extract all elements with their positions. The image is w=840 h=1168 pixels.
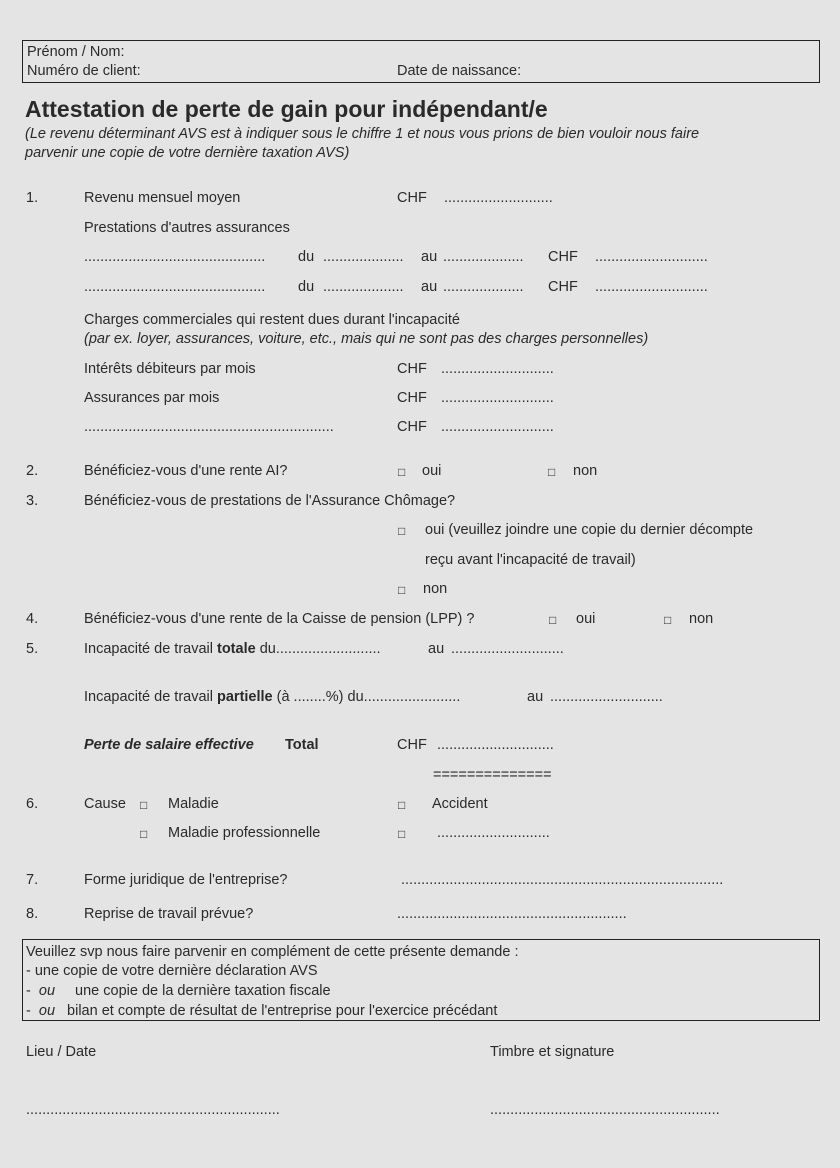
partial-incapacity-to-field[interactable]: ............................ [550,689,663,705]
stamp-signature-label: Timbre et signature [490,1044,615,1060]
section-number: 8. [26,906,39,922]
du-label: du [298,279,315,295]
notice-dash: - [26,983,31,999]
other-charge-field[interactable]: ............................ [441,419,554,435]
average-income-label: Revenu mensuel moyen [84,190,241,206]
notice-line-4-text: bilan et compte de résultat de l'entreprise pour l'exercice précédant [67,1003,498,1019]
oui-option-line-1: oui (veuillez joindre une copie du dernier décompte [425,522,754,538]
section-number: 4. [26,611,39,627]
insurance-name-field[interactable]: ............................................. [84,279,266,295]
insurance-month-field[interactable]: ............................ [441,390,554,406]
oui-option-line-2: reçu avant l'incapacité de travail) [425,552,636,568]
non-label: non [423,581,448,597]
legal-form-question: Forme juridique de l'entreprise? [84,872,288,888]
salary-loss-field[interactable]: ............................. [437,737,554,753]
work-resumption-question: Reprise de travail prévue? [84,906,254,922]
accident-label: Accident [432,796,488,812]
notice-line-2: - une copie de votre dernière déclaration AVS [26,963,318,979]
page-title: Attestation de perte de gain pour indépendant/e [25,96,548,122]
chf-label: CHF [397,390,427,406]
au-label: au [428,641,445,657]
chf-label: CHF [397,361,427,377]
total-incapacity-prefix: Incapacité de travail [84,641,217,657]
partial-incapacity-from-field[interactable]: (à ........%) du........................ [272,689,461,705]
total-incapacity-bold: totale [217,641,256,657]
au-label: au [421,249,438,265]
au-label: au [421,279,438,295]
intro-line-1: (Le revenu déterminant AVS est à indiquer sous le chiffre 1 et nous vous prions de bien vouloir nous faire [25,126,700,142]
salary-loss-total-label: Total [285,737,319,753]
notice-ou: ou [38,1003,56,1019]
oui-label: oui [576,611,596,627]
business-charges-label: Charges commerciales qui restent dues durant l'incapacité [84,312,460,328]
section-number: 5. [26,641,39,657]
notice-ou: ou [38,983,56,999]
ai-pension-question: Bénéficiez-vous d'une rente AI? [84,463,288,479]
checkbox-non[interactable]: □ [548,465,556,479]
section-number: 1. [26,190,39,206]
total-incapacity-line [84,642,381,657]
chf-label: CHF [397,190,427,206]
non-label: non [689,611,714,627]
insurance-month-label: Assurances par mois [84,390,220,406]
client-number-label: Numéro de client: [27,63,141,79]
intro-line-2: parvenir une copie de votre dernière taxation AVS) [25,145,350,161]
cause-label: Cause [84,796,126,812]
checkbox-non[interactable]: □ [664,613,672,627]
notice-line-4 [26,1004,497,1019]
amount-field[interactable]: ............................ [595,249,708,265]
amount-field[interactable]: ............................ [595,279,708,295]
name-label: Prénom / Nom: [27,44,125,60]
legal-form-field[interactable]: ................................................................................ [401,872,724,888]
au-label: au [527,689,544,705]
partial-incapacity-prefix: Incapacité de travail [84,689,217,705]
place-date-label: Lieu / Date [26,1044,97,1060]
total-incapacity-from-field[interactable]: du.......................... [255,641,381,657]
unemployment-question: Bénéficiez-vous de prestations de l'Assurance Chômage? [84,493,456,509]
maladie-professionnelle-label: Maladie professionnelle [168,825,321,841]
oui-label: oui [422,463,442,479]
checkbox-non[interactable]: □ [398,583,406,597]
section-number: 6. [26,796,39,812]
chf-label: CHF [548,279,578,295]
section-number: 2. [26,463,39,479]
interest-label: Intérêts débiteurs par mois [84,361,256,377]
other-insurances-label: Prestations d'autres assurances [84,220,290,236]
chf-label: CHF [397,419,427,435]
interest-field[interactable]: ............................ [441,361,554,377]
other-cause-field[interactable]: ............................ [437,825,550,841]
business-charges-note: (par ex. loyer, assurances, voiture, etc., mais qui ne sont pas des charges personnelles) [84,331,649,347]
checkbox-other-cause[interactable]: □ [398,827,406,841]
insurance-name-field[interactable]: ............................................. [84,249,266,265]
partial-incapacity-bold: partielle [217,689,273,705]
checkbox-oui[interactable]: □ [398,524,406,538]
place-date-field[interactable]: ............................................................... [26,1102,280,1118]
to-date-field[interactable]: .................... [443,249,524,265]
notice-line-3 [26,984,331,999]
lpp-pension-question: Bénéficiez-vous d'une rente de la Caisse de pension (LPP) ? [84,611,475,627]
chf-label: CHF [548,249,578,265]
birth-date-label: Date de naissance: [397,63,522,79]
to-date-field[interactable]: .................... [443,279,524,295]
from-date-field[interactable]: .................... [323,249,404,265]
checkbox-oui[interactable]: □ [398,465,406,479]
checkbox-accident[interactable]: □ [398,798,406,812]
checkbox-oui[interactable]: □ [549,613,557,627]
section-number: 3. [26,493,39,509]
signature-field[interactable]: ......................................................... [490,1102,720,1118]
section-number: 7. [26,872,39,888]
salary-loss-label: Perte de salaire effective [84,737,254,753]
du-label: du [298,249,315,265]
total-incapacity-to-field[interactable]: ............................ [451,641,564,657]
maladie-label: Maladie [168,796,219,812]
notice-line-1: Veuillez svp nous faire parvenir en complément de cette présente demande : [26,944,519,960]
chf-label: CHF [397,737,427,753]
checkbox-maladie-professionnelle[interactable]: □ [140,827,148,841]
other-charge-name-field[interactable]: .............................................................. [84,419,334,435]
checkbox-maladie[interactable]: □ [140,798,148,812]
non-label: non [573,463,598,479]
work-resumption-field[interactable]: ......................................................... [397,906,627,922]
partial-incapacity-line [84,690,460,705]
average-income-field[interactable]: ........................... [444,190,553,206]
notice-line-3-text: une copie de la dernière taxation fiscale [75,983,331,999]
from-date-field[interactable]: .................... [323,279,404,295]
double-underline: ============== [433,767,552,783]
notice-dash: - [26,1003,31,1019]
